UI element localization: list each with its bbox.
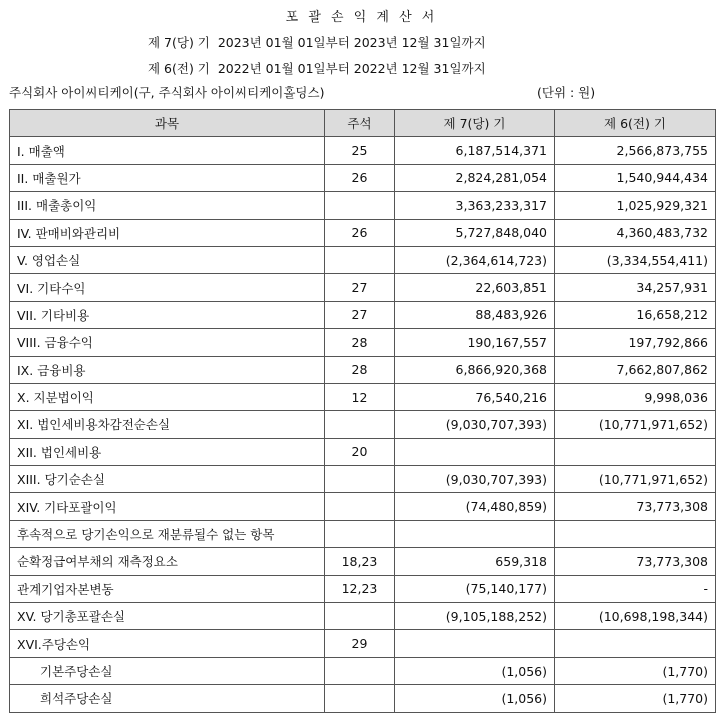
row-current-amount: (2,364,614,723): [395, 246, 555, 273]
table-row: [10, 657, 716, 684]
row-account-label: X. 지분법이익: [10, 383, 325, 410]
row-current-amount: 6,187,514,371: [395, 137, 555, 164]
row-current-amount: (1,056): [395, 685, 555, 712]
row-account-label: XII. 법인세비용: [10, 438, 325, 465]
row-prior-amount: 1,540,944,434: [555, 164, 716, 191]
row-account-label: 관계기업자본변동: [10, 575, 325, 602]
period-current: 제 7(당) 기 2023년 01월 01일부터 2023년 12월 31일까지: [148, 35, 486, 50]
row-note: 20: [325, 438, 395, 465]
row-prior-amount: 2,566,873,755: [555, 137, 716, 164]
table-header-row: [10, 110, 716, 137]
row-prior-amount: [555, 630, 716, 657]
row-note: 26: [325, 219, 395, 246]
row-prior-amount: 73,773,308: [555, 548, 716, 575]
table-row: [10, 219, 716, 246]
row-note: 12,23: [325, 575, 395, 602]
row-note: 28: [325, 329, 395, 356]
row-note: [325, 603, 395, 630]
row-prior-amount: (1,770): [555, 657, 716, 684]
row-prior-amount: 73,773,308: [555, 493, 716, 520]
row-prior-amount: 4,360,483,732: [555, 219, 716, 246]
row-note: [325, 685, 395, 712]
row-account-label: V. 영업손실: [10, 246, 325, 273]
row-account-label: VII. 기타비용: [10, 301, 325, 328]
row-current-amount: 659,318: [395, 548, 555, 575]
row-note: 12: [325, 383, 395, 410]
row-account-label: I. 매출액: [10, 137, 325, 164]
income-statement-table: [9, 109, 716, 713]
table-row: [10, 575, 716, 602]
row-note: [325, 493, 395, 520]
row-prior-amount: (10,698,198,344): [555, 603, 716, 630]
table-row: [10, 520, 716, 547]
row-account-label: XIV. 기타포괄이익: [10, 493, 325, 520]
header-note: 주석: [325, 110, 395, 137]
row-account-label: III. 매출총이익: [10, 192, 325, 219]
unit-label: (단위 : 원): [537, 85, 596, 100]
table-row: [10, 411, 716, 438]
row-account-label: 희석주당손실: [10, 685, 325, 712]
table-row: [10, 685, 716, 712]
row-current-amount: 76,540,216: [395, 383, 555, 410]
row-current-amount: 3,363,233,317: [395, 192, 555, 219]
row-current-amount: 6,866,920,368: [395, 356, 555, 383]
table-row: [10, 329, 716, 356]
row-note: [325, 520, 395, 547]
row-account-label: IX. 금융비용: [10, 356, 325, 383]
row-prior-amount: 197,792,866: [555, 329, 716, 356]
table-row: [10, 137, 716, 164]
row-note: [325, 192, 395, 219]
table-row: [10, 548, 716, 575]
row-account-label: XVI.주당손익: [10, 630, 325, 657]
table-row: [10, 192, 716, 219]
row-current-amount: 22,603,851: [395, 274, 555, 301]
header-current-period: 제 7(당) 기: [395, 110, 555, 137]
row-current-amount: (75,140,177): [395, 575, 555, 602]
row-account-label: 기본주당손실: [10, 657, 325, 684]
row-account-label: 순확정급여부채의 재측정요소: [10, 548, 325, 575]
row-prior-amount: (3,334,554,411): [555, 246, 716, 273]
statement-title: 포 괄 손 익 계 산 서: [285, 10, 438, 25]
row-current-amount: [395, 630, 555, 657]
row-prior-amount: (1,770): [555, 685, 716, 712]
row-prior-amount: 9,998,036: [555, 383, 716, 410]
table-row: [10, 274, 716, 301]
header-prior-period: 제 6(전) 기: [555, 110, 716, 137]
company-name: 주식회사 아이씨티케이(구, 주식회사 아이씨티케이홀딩스): [9, 85, 325, 100]
table-row: [10, 246, 716, 273]
row-account-label: XI. 법인세비용차감전순손실: [10, 411, 325, 438]
row-note: 29: [325, 630, 395, 657]
row-current-amount: (9,030,707,393): [395, 411, 555, 438]
row-prior-amount: [555, 520, 716, 547]
table-row: [10, 164, 716, 191]
row-account-label: XIII. 당기순손실: [10, 466, 325, 493]
row-prior-amount: [555, 438, 716, 465]
row-current-amount: (74,480,859): [395, 493, 555, 520]
row-note: 28: [325, 356, 395, 383]
row-note: [325, 246, 395, 273]
row-note: 25: [325, 137, 395, 164]
row-account-label: IV. 판매비와관리비: [10, 219, 325, 246]
row-account-label: XV. 당기총포괄손실: [10, 603, 325, 630]
row-current-amount: 88,483,926: [395, 301, 555, 328]
row-note: 27: [325, 274, 395, 301]
row-current-amount: (9,030,707,393): [395, 466, 555, 493]
row-note: 26: [325, 164, 395, 191]
row-current-amount: 2,824,281,054: [395, 164, 555, 191]
row-note: [325, 466, 395, 493]
table-row: [10, 438, 716, 465]
row-account-label: VIII. 금융수익: [10, 329, 325, 356]
row-note: [325, 657, 395, 684]
row-prior-amount: 1,025,929,321: [555, 192, 716, 219]
row-prior-amount: 7,662,807,862: [555, 356, 716, 383]
row-current-amount: 190,167,557: [395, 329, 555, 356]
table-row: [10, 630, 716, 657]
row-current-amount: [395, 438, 555, 465]
row-account-label: VI. 기타수익: [10, 274, 325, 301]
row-prior-amount: (10,771,971,652): [555, 466, 716, 493]
table-body: [10, 137, 716, 712]
row-prior-amount: 34,257,931: [555, 274, 716, 301]
row-note: [325, 411, 395, 438]
table-row: [10, 301, 716, 328]
row-prior-amount: 16,658,212: [555, 301, 716, 328]
row-account-label: 후속적으로 당기손익으로 재분류될수 없는 항목: [10, 520, 325, 547]
table-row: [10, 356, 716, 383]
row-note: 18,23: [325, 548, 395, 575]
row-account-label: II. 매출원가: [10, 164, 325, 191]
row-current-amount: [395, 520, 555, 547]
row-current-amount: (1,056): [395, 657, 555, 684]
table-row: [10, 383, 716, 410]
row-note: 27: [325, 301, 395, 328]
table-row: [10, 466, 716, 493]
row-prior-amount: -: [555, 575, 716, 602]
period-prior: 제 6(전) 기 2022년 01월 01일부터 2022년 12월 31일까지: [148, 61, 486, 76]
row-prior-amount: (10,771,971,652): [555, 411, 716, 438]
row-current-amount: 5,727,848,040: [395, 219, 555, 246]
header-account: 과목: [10, 110, 325, 137]
table-row: [10, 603, 716, 630]
row-current-amount: (9,105,188,252): [395, 603, 555, 630]
table-row: [10, 493, 716, 520]
